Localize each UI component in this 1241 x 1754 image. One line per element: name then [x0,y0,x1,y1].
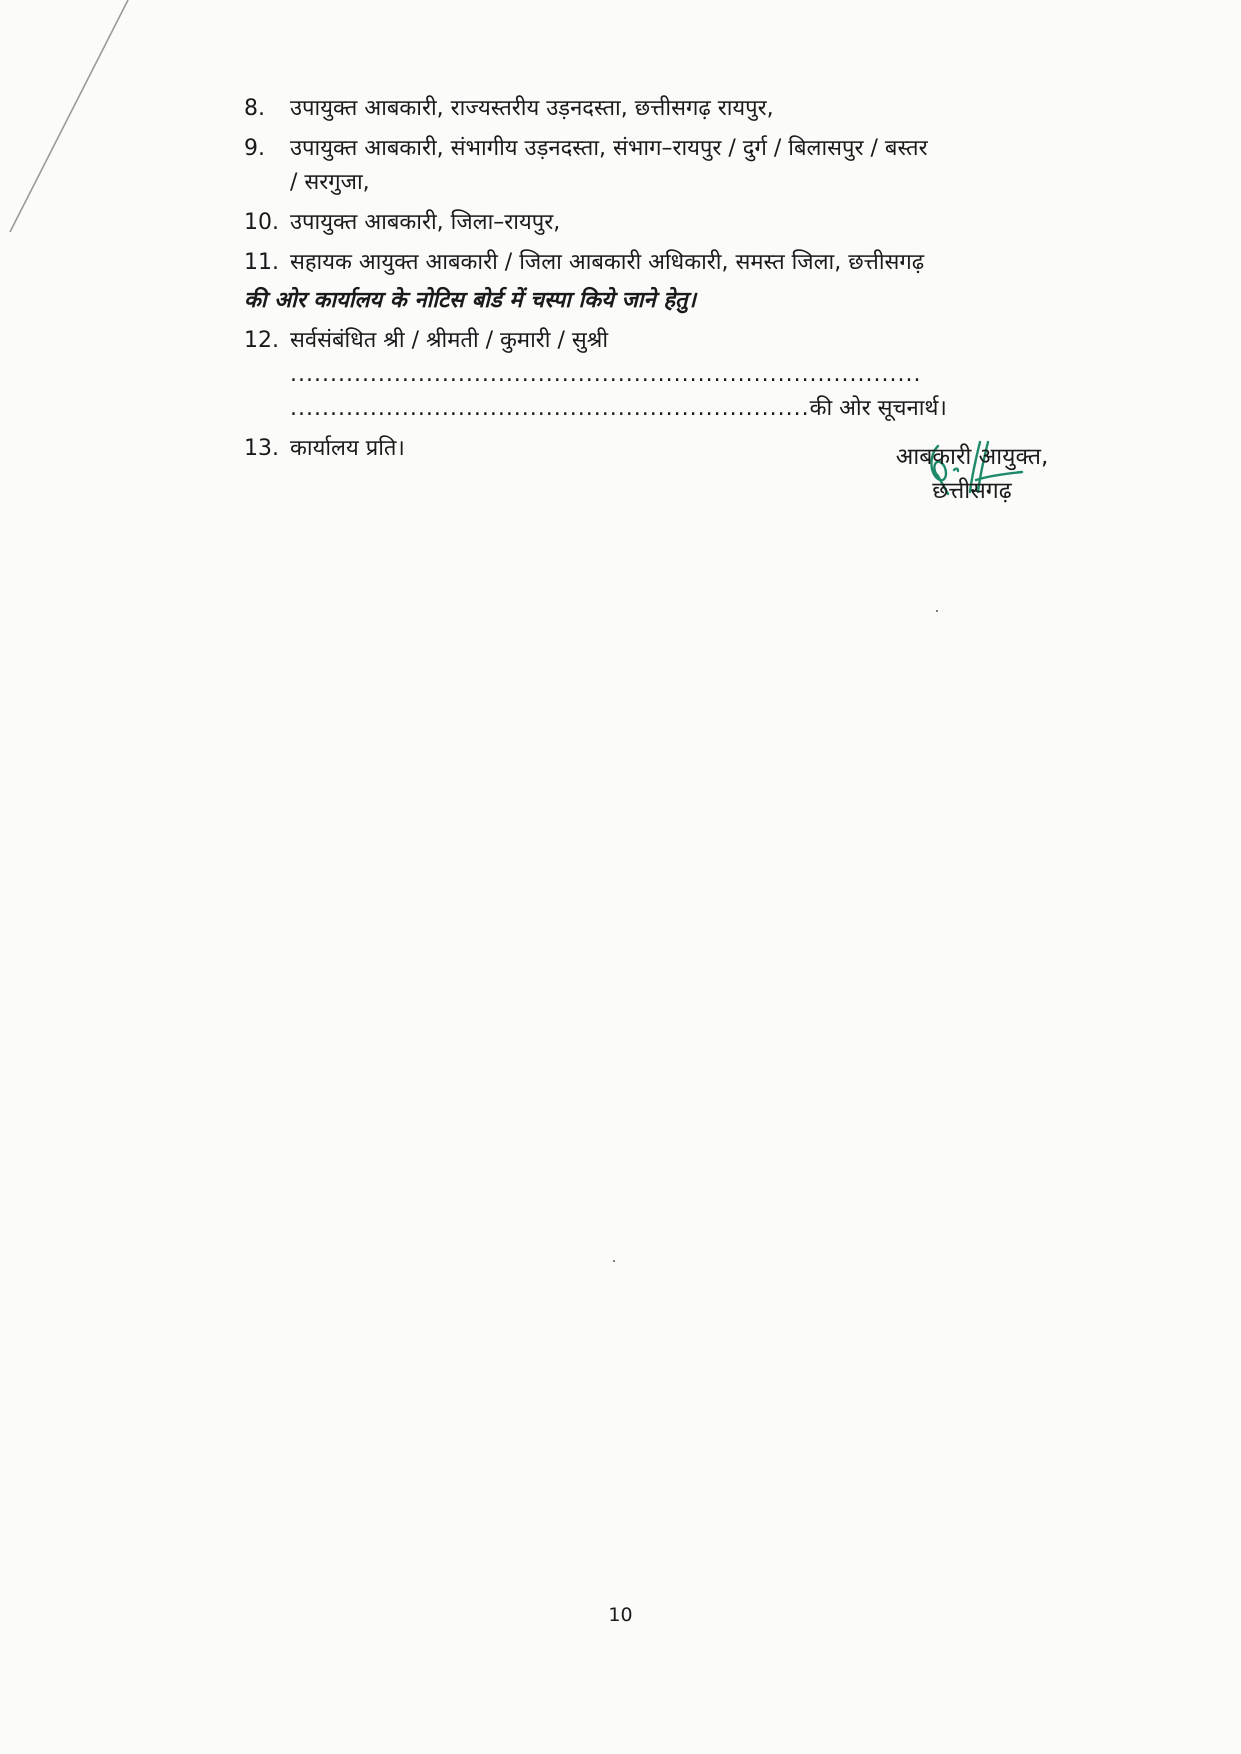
fill-in-dots: ............................................................................... [290,362,922,387]
list-item [244,246,1104,318]
scan-speck [613,1260,615,1262]
item-suffix: की ओर सूचनार्थ। [809,396,947,421]
item-text: उपायुक्त आबकारी, संभागीय उड़नदस्ता, संभाग–रायपुर / दुर्ग / बिलासपुर / बस्तर [290,136,928,161]
scan-speck [936,610,938,612]
item-text-line [290,324,1104,392]
item-text: कार्यालय प्रति। [290,436,405,461]
item-number: 10. [244,210,279,235]
list-item [244,324,1104,426]
signatory-designation: आबकारी आयुक्त, [895,444,1049,470]
signature-block [862,440,1082,508]
fill-in-dots: ................................................................. [290,396,810,421]
item-text: उपायुक्त आबकारी, जिला–रायपुर, [290,210,561,235]
list-item [244,92,1104,126]
list-item [244,206,1104,240]
notice-board-instruction: की ओर कार्यालय के नोटिस बोर्ड में चस्पा किये जाने हेतु। [244,288,696,313]
item-number: 8. [244,96,265,121]
distribution-list [244,92,1104,472]
list-item [244,132,1104,200]
item-text-line-2 [290,392,1104,426]
item-number: 13. [244,436,279,461]
item-number: 9. [244,136,265,161]
item-text: सहायक आयुक्त आबकारी / जिला आबकारी अधिकारी, समस्त जिला, छत्तीसगढ़ [290,250,925,275]
item-number: 12. [244,328,279,353]
item-text: सर्वसंबंधित श्री / श्रीमती / कुमारी / सुश्री [290,328,609,353]
page-number: 10 [608,1604,633,1626]
item-continuation: / सरगुजा, [290,170,370,195]
item-text: उपायुक्त आबकारी, राज्यस्तरीय उड़नदस्ता, छत्तीसगढ़ रायपुर, [290,96,774,121]
signatory-state: छत्तीसगढ़ [932,478,1012,504]
item-number: 11. [244,250,279,275]
